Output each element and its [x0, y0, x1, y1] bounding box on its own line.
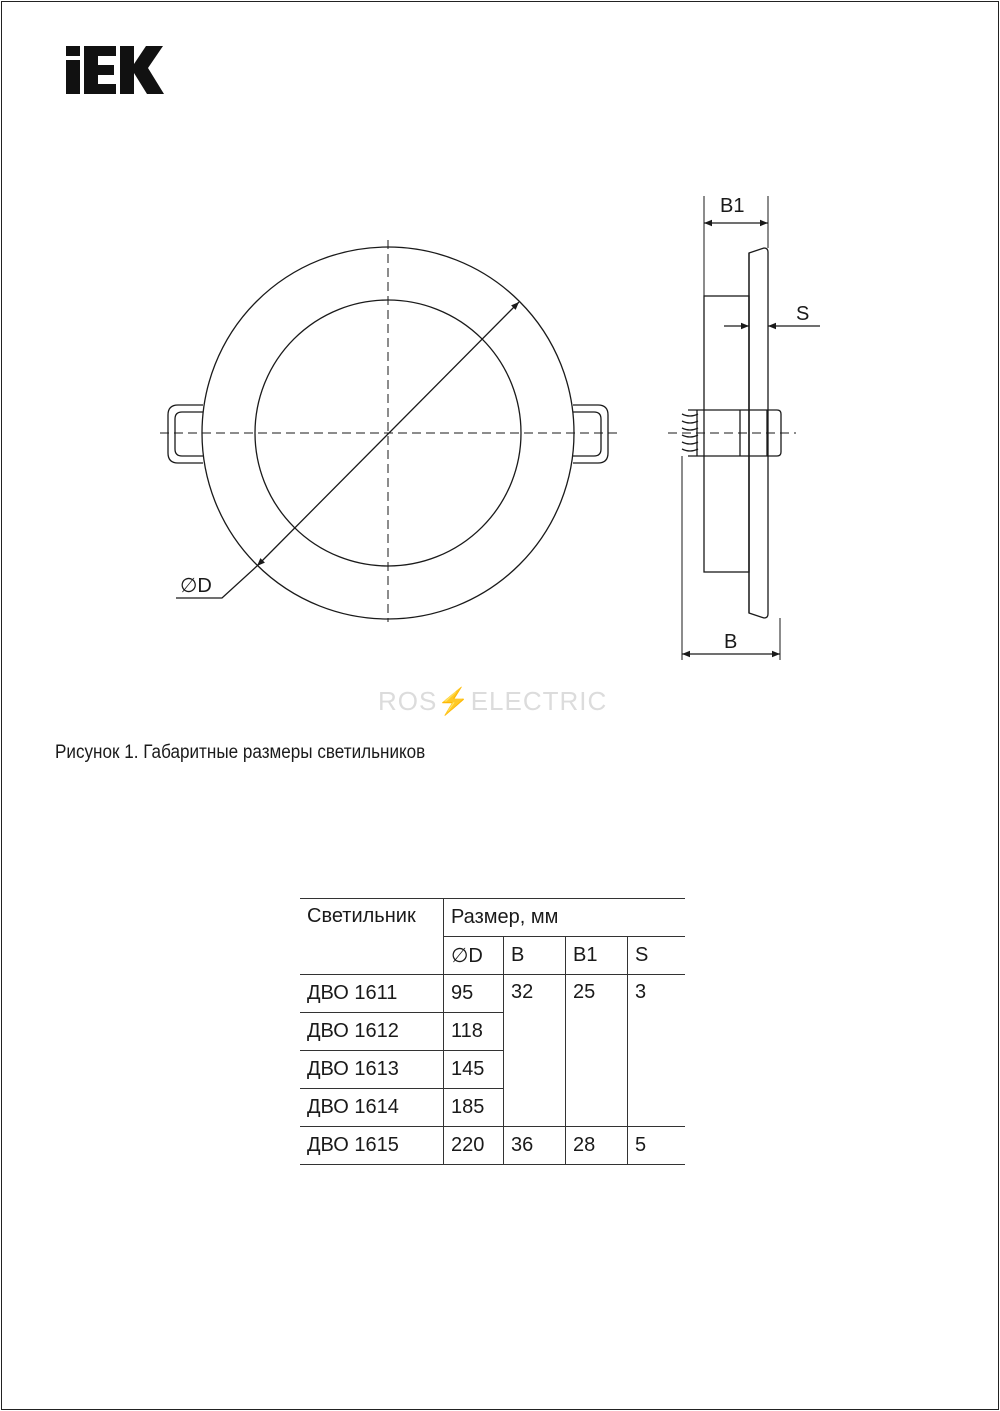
lightning-bolt-icon: ⚡ [437, 686, 471, 716]
right-clip [573, 405, 608, 463]
b-value: 32 [504, 975, 566, 1127]
table-row [300, 975, 685, 1013]
fixture-name: ДВО 1613 [300, 1051, 444, 1089]
s-value: 3 [628, 975, 686, 1127]
column-d: ∅D [444, 937, 504, 975]
diameter-value: 185 [444, 1089, 504, 1127]
s-label: S [796, 303, 810, 325]
fixture-name: ДВО 1614 [300, 1089, 444, 1127]
table-row [300, 1127, 685, 1165]
b-value: 36 [504, 1127, 566, 1165]
fixture-name: ДВО 1612 [300, 1013, 444, 1051]
column-b: B [504, 937, 566, 975]
diameter-value: 118 [444, 1013, 504, 1051]
b1-value: 25 [566, 975, 628, 1127]
diameter-label: ∅D [180, 575, 212, 597]
watermark: ROS⚡ELECTRIC [378, 686, 608, 716]
figure-caption: Рисунок 1. Габаритные размеры светильников [55, 742, 426, 763]
fixture-name: ДВО 1615 [300, 1127, 444, 1165]
diameter-value: 145 [444, 1051, 504, 1089]
dimensions-table [300, 898, 685, 1165]
diameter-value: 95 [444, 975, 504, 1013]
column-s: S [628, 937, 686, 975]
b1-value: 28 [566, 1127, 628, 1165]
header-size: Размер, мм [444, 899, 686, 937]
header-fixture: Светильник [300, 899, 444, 975]
fixture-name: ДВО 1611 [300, 975, 444, 1013]
b-label: B [724, 631, 738, 653]
b1-label: B1 [720, 195, 745, 217]
column-b1: B1 [566, 937, 628, 975]
left-clip [168, 405, 203, 463]
diameter-value: 220 [444, 1127, 504, 1165]
side-body [704, 296, 749, 572]
s-value: 5 [628, 1127, 686, 1165]
